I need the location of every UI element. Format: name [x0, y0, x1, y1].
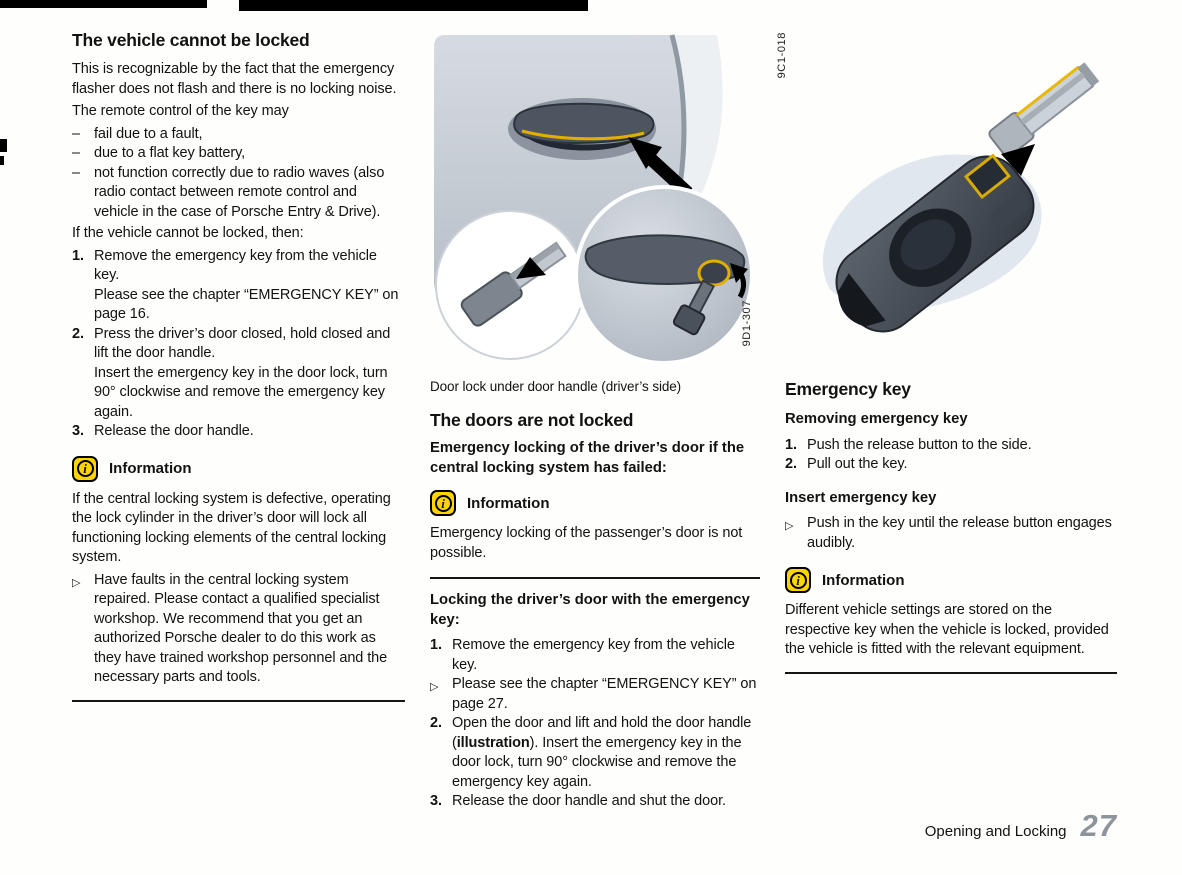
step-line: Remove the emergency key from the vehicle key.: [94, 247, 377, 283]
step-text: Remove the emergency key from the vehicle key.: [452, 637, 735, 673]
list-item: [72, 422, 405, 442]
step-text-post: ). Insert the emergency key in the door lock, turn 90° clockwise and remove the emergency key again.: [452, 734, 742, 790]
step-text: Pull out the key.: [807, 456, 908, 472]
subsection-heading: Emergency locking of the driver’s door if the central locking system has failed:: [430, 440, 745, 476]
action-item: [785, 514, 1117, 553]
list-item: [430, 714, 760, 792]
column-right: [785, 36, 1117, 674]
step-text: [94, 247, 405, 325]
action-item: [72, 571, 405, 688]
section-heading: Emergency key: [785, 379, 911, 399]
step-number: 2.: [72, 325, 84, 342]
figure-code-door-lock: 9D1-307: [741, 300, 753, 347]
information-label: Information: [467, 494, 550, 512]
divider: [785, 672, 1117, 674]
paragraph: If the central locking system is defective, operating the lock cylinder in the driver’s door will lock all functioning locking elements of the central locking system.: [72, 490, 391, 565]
paragraph: Emergency locking of the passenger’s door is not possible.: [430, 525, 743, 561]
numbered-list: [785, 436, 1117, 475]
column-left: [72, 30, 405, 702]
triangle-marker: ▷: [72, 576, 81, 589]
door-lock-figure: [430, 33, 760, 370]
step-text: [94, 325, 405, 423]
numbered-list: [430, 636, 760, 812]
step-text-bold: illustration: [456, 734, 530, 751]
list-item-text: not function correctly due to radio waves (also radio contact between remote control and vehicle in the case of Porsche Entry & Drive).: [94, 164, 385, 220]
dash-list: [72, 125, 405, 223]
list-item: [785, 455, 1117, 475]
step-number: 3.: [72, 423, 84, 439]
triangle-marker: ▷: [785, 520, 794, 532]
paragraph: Different vehicle settings are stored on the respective key when the vehicle is locked, provided the vehicle is fitted with the relevant equipment.: [785, 602, 1109, 657]
list-item: [430, 636, 760, 675]
door-handle-photo: [430, 33, 760, 365]
scan-artifact: [0, 139, 7, 152]
paragraph: The remote control of the key may: [72, 103, 289, 119]
emergency-key-photo: [785, 36, 1117, 358]
step-number: 1.: [72, 247, 84, 264]
footer-section-title: Opening and Locking: [924, 823, 1067, 840]
step-text: [94, 422, 405, 442]
action-text: Have faults in the central locking system repaired. Please contact a qualified specialist workshop. We recommend that you get an authorized Porsche dealer to do this work as they have trained workshop personnel and the necessary parts and tools.: [94, 571, 388, 685]
step-number: 2.: [430, 715, 442, 731]
page-number: 27: [1080, 808, 1117, 843]
scan-artifact: [0, 156, 4, 165]
information-icon: [430, 490, 456, 516]
step-line: Please see the chapter “EMERGENCY KEY” on page 16.: [94, 286, 399, 322]
step-number: 3.: [430, 793, 442, 809]
numbered-list: [72, 247, 405, 442]
list-item-text: fail due to a fault,: [94, 125, 203, 142]
scan-artifact: [239, 0, 588, 11]
information-icon: [72, 456, 98, 482]
column-middle: [430, 33, 760, 814]
information-callout: [430, 490, 760, 516]
step-line: Press the driver’s door closed, hold closed and lift the door handle.: [94, 325, 391, 361]
step-text: Push the release button to the side.: [807, 436, 1032, 453]
step-text: [452, 714, 760, 792]
page-footer: [720, 808, 1117, 844]
step-text: Release the door handle and shut the door.: [452, 793, 726, 809]
figure-caption: Door lock under door handle (driver’s side): [430, 379, 682, 394]
action-text: Push in the key until the release button engages audibly.: [807, 515, 1112, 551]
divider: [72, 700, 405, 702]
scan-artifact: [0, 0, 207, 8]
step-line: Insert the emergency key in the door lock, turn 90° clockwise and remove the emergency key again.: [94, 364, 388, 420]
step-line: Release the door handle.: [94, 423, 254, 439]
subsection-heading: Insert emergency key: [785, 489, 937, 506]
list-item: [72, 325, 405, 423]
list-item: [430, 792, 760, 812]
emergency-key-figure: [785, 36, 1117, 363]
divider: [430, 577, 760, 579]
list-item: [72, 125, 405, 145]
paragraph: This is recognizable by the fact that the emergency flasher does not flash and there is no locking noise.: [72, 61, 397, 97]
info-glyph: i: [435, 495, 452, 512]
list-item: [785, 436, 1117, 456]
information-callout: [72, 456, 405, 482]
list-item: [72, 164, 405, 223]
section-heading: The vehicle cannot be locked: [72, 30, 310, 50]
step-number: 1.: [785, 436, 797, 453]
information-label: Information: [109, 460, 192, 477]
list-item-text: due to a flat key battery,: [94, 145, 246, 161]
information-icon: [785, 567, 811, 593]
list-item: [72, 247, 405, 325]
step-number: 1.: [430, 637, 442, 653]
section-heading: The doors are not locked: [430, 410, 634, 430]
note-text: Please see the chapter “EMERGENCY KEY” on page 27.: [452, 676, 757, 712]
information-callout: [785, 567, 1117, 593]
list-item: [72, 144, 405, 164]
info-glyph: i: [790, 572, 807, 589]
figure-code-key: 9C1-018: [776, 32, 788, 79]
step-number: 2.: [785, 456, 797, 472]
step-text-pre: Open the door and lift and hold the door handle (: [452, 715, 752, 751]
dash-marker: –: [72, 125, 80, 142]
info-glyph: i: [77, 460, 94, 477]
subsection-heading: Locking the driver’s door with the emergency key:: [430, 592, 750, 628]
dash-marker: –: [72, 164, 80, 181]
triangle-marker: ▷: [430, 681, 439, 693]
information-label: Information: [822, 571, 905, 589]
subsection-heading: Removing emergency key: [785, 411, 968, 427]
dash-marker: –: [72, 145, 80, 161]
paragraph: If the vehicle cannot be locked, then:: [72, 225, 304, 241]
list-item: [430, 675, 760, 714]
